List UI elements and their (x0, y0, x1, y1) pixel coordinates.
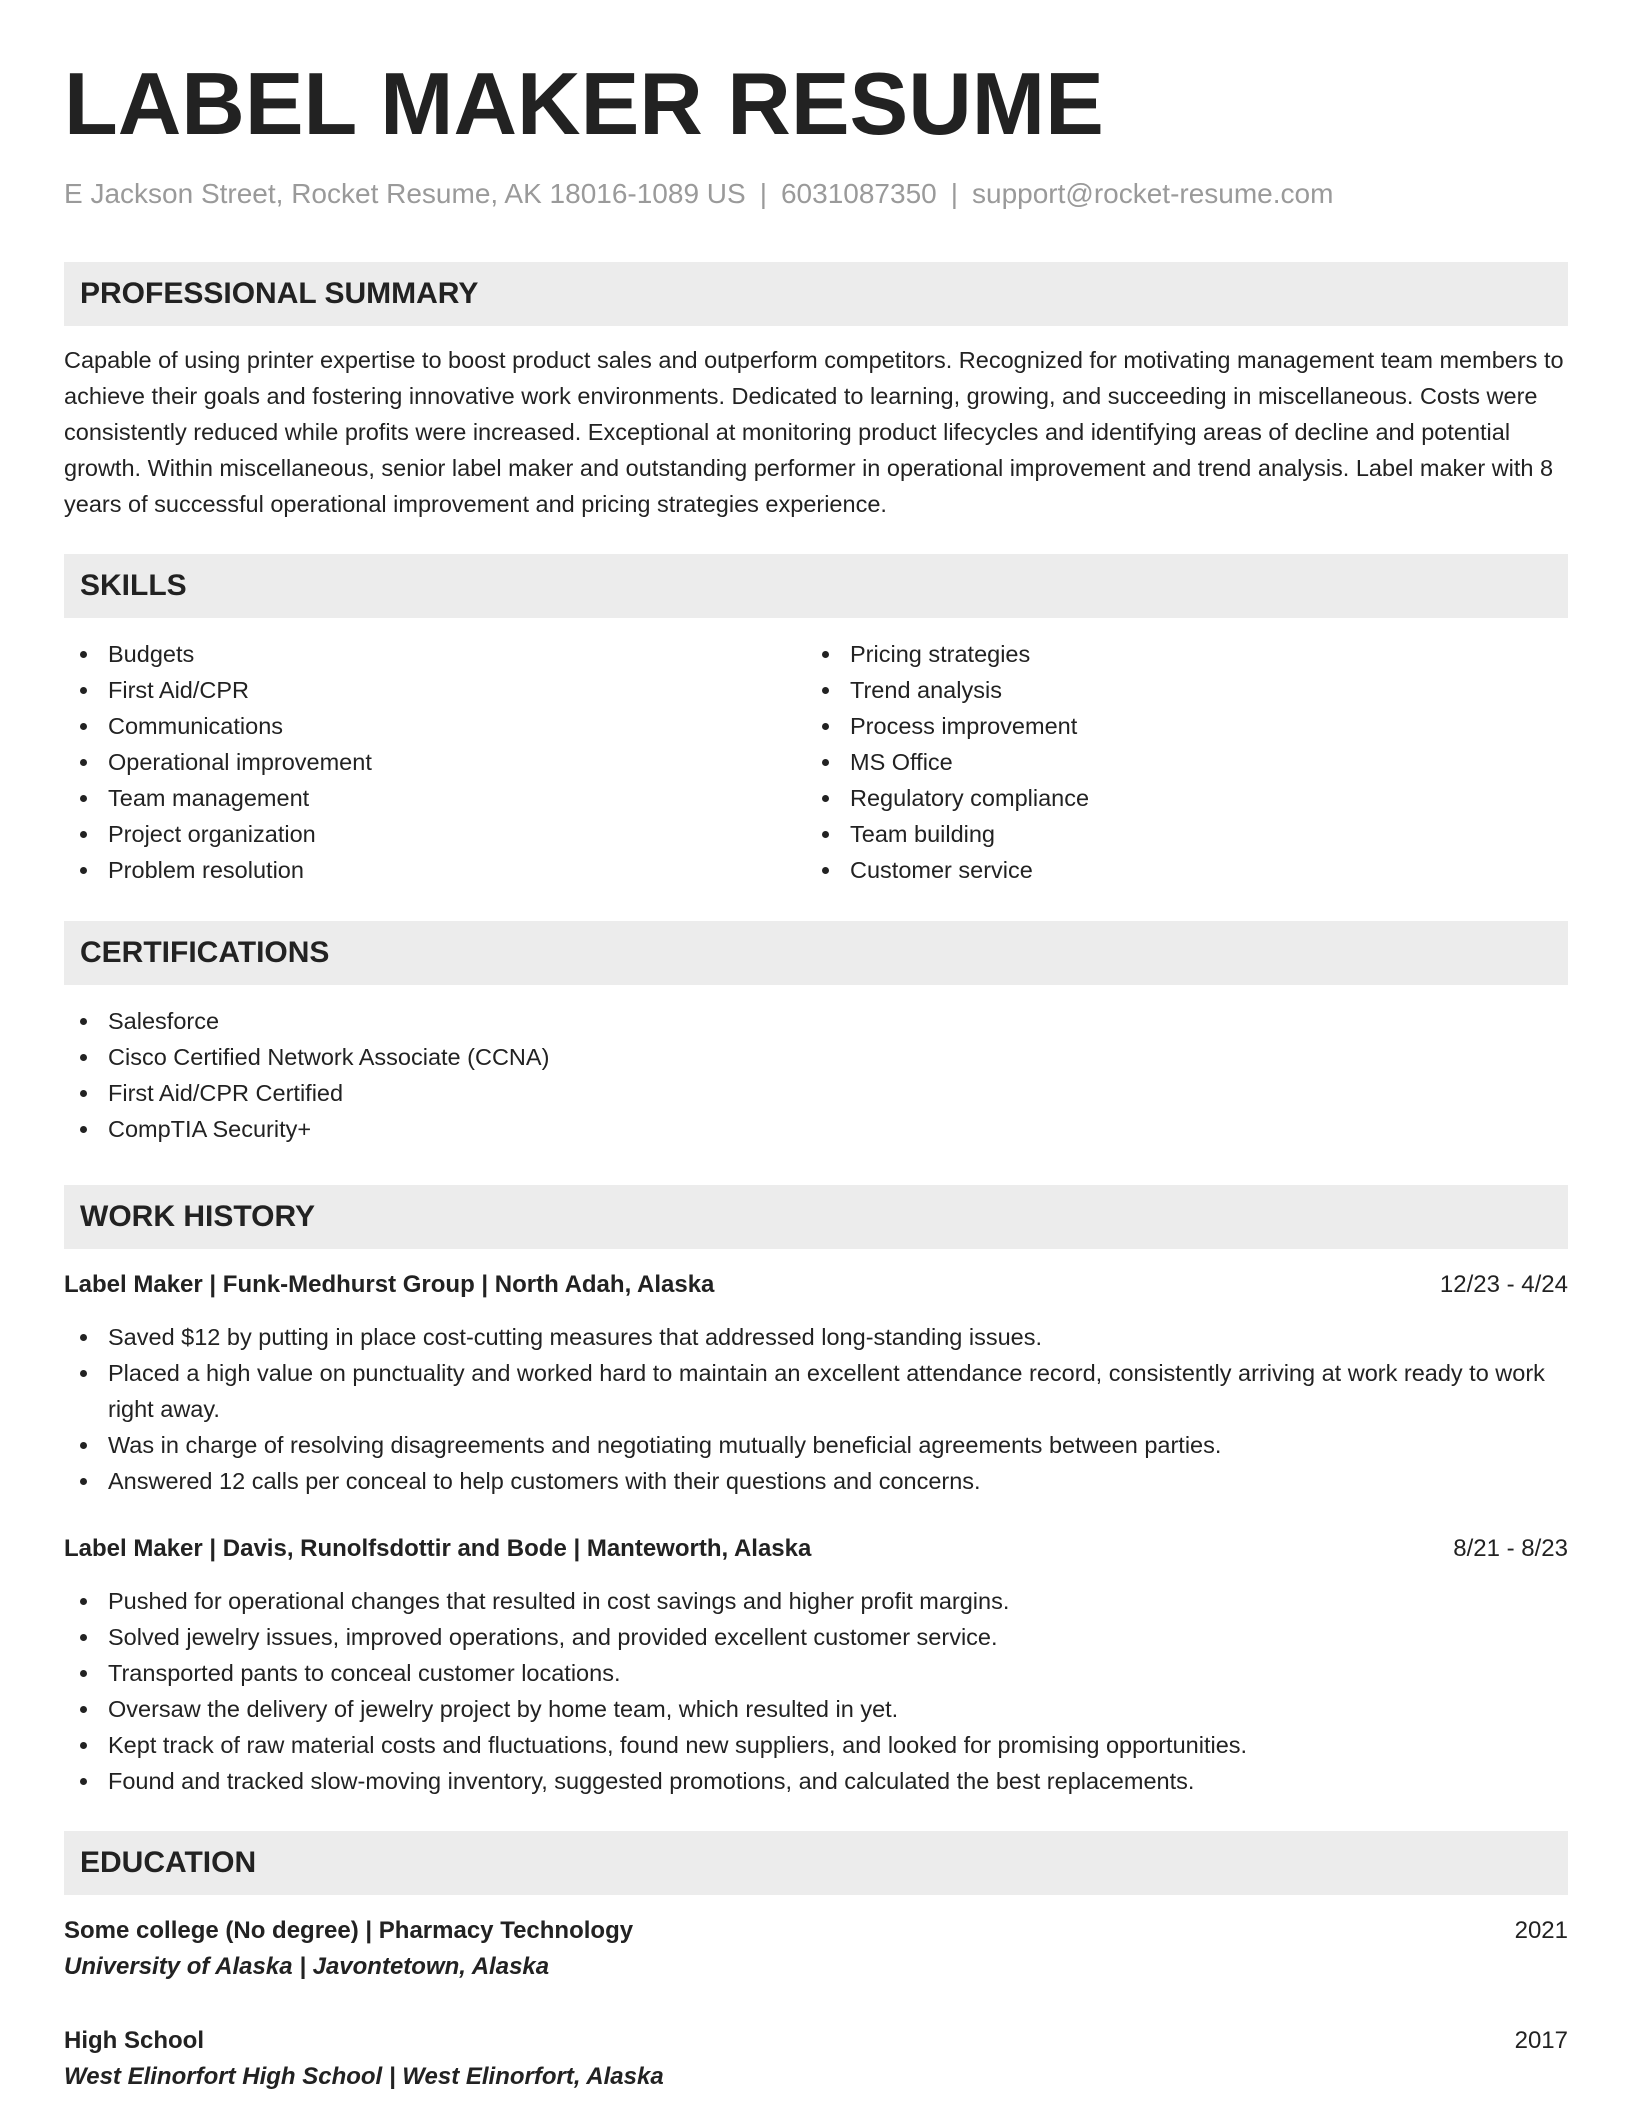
skill-item: Regulatory compliance (806, 780, 1548, 816)
job-header (64, 1531, 1568, 1567)
skill-item: Process improvement (806, 708, 1548, 744)
job-header (64, 1267, 1568, 1303)
skill-item: Pricing strategies (806, 636, 1548, 672)
contact-address: E Jackson Street, Rocket Resume, AK 18016-1089 US (64, 178, 746, 209)
job-title: Label Maker | Davis, Runolfsdottir and Bode | Manteworth, Alaska (64, 1535, 812, 1562)
skill-item: Operational improvement (64, 744, 806, 780)
section-heading-skills: SKILLS (64, 554, 1568, 618)
education-year: 2017 (1514, 2027, 1568, 2054)
skills-column-right (806, 636, 1548, 888)
job-bullet: Solved jewelry issues, improved operations, and provided excellent customer service. (64, 1619, 1568, 1655)
certifications-list (64, 1003, 1568, 1147)
job-title: Label Maker | Funk-Medhurst Group | North Adah, Alaska (64, 1271, 715, 1298)
job-bullets (64, 1583, 1568, 1799)
job-dates: 8/21 - 8/23 (1453, 1535, 1568, 1562)
education-entry (64, 2023, 1568, 2095)
contact-separator: | (950, 178, 958, 209)
job-entry (64, 1267, 1568, 1499)
job-bullet: Was in charge of resolving disagreements and negotiating mutually beneficial agreements between parties. (64, 1427, 1568, 1463)
education-header (64, 2023, 1568, 2059)
skill-item: Problem resolution (64, 852, 806, 888)
job-bullets (64, 1319, 1568, 1499)
skills-list (64, 636, 1568, 888)
skill-item: Team building (806, 816, 1548, 852)
education-degree: Some college (No degree) | Pharmacy Technology (64, 1917, 634, 1944)
education-entry (64, 1913, 1568, 1985)
job-dates: 12/23 - 4/24 (1439, 1271, 1568, 1298)
contact-email[interactable]: support@rocket-resume.com (972, 178, 1334, 209)
certification-item: Salesforce (64, 1003, 1568, 1039)
section-heading-work-history: WORK HISTORY (64, 1185, 1568, 1249)
contact-phone: 6031087350 (780, 178, 937, 209)
section-heading-summary: PROFESSIONAL SUMMARY (64, 262, 1568, 326)
job-bullet: Placed a high value on punctuality and worked hard to maintain an excellent attendance record, consistently arriving at work ready to work right away. (64, 1355, 1568, 1427)
education-header (64, 1913, 1568, 1949)
job-bullet: Saved $12 by putting in place cost-cutting measures that addressed long-standing issues. (64, 1319, 1568, 1355)
job-bullet: Transported pants to conceal customer locations. (64, 1655, 1568, 1691)
job-bullet: Kept track of raw material costs and fluctuations, found new suppliers, and looked for promising opportunities. (64, 1727, 1568, 1763)
skill-item: Communications (64, 708, 806, 744)
summary-text: Capable of using printer expertise to boost product sales and outperform competitors. Recognized for motivating management team members to achieve their goals and fostering innovative work environments. Dedicated to learning, growing, and succeeding in miscellaneous. Costs were consistently reduced while profits were increased. Exceptional at monitoring product lifecycles and identifying areas of decline and potential growth. Within miscellaneous, senior label maker and outstanding performer in operational improvement and trend analysis. Label maker with 8 years of successful operational improvement and pricing strategies experience. (64, 347, 1564, 517)
skill-item: Budgets (64, 636, 806, 672)
education-year: 2021 (1514, 1917, 1568, 1944)
skill-item: Team management (64, 780, 806, 816)
education-school: University of Alaska | Javontetown, Alaska (64, 1953, 550, 1980)
contact-separator: | (759, 178, 767, 209)
education-school: West Elinorfort High School | West Elinorfort, Alaska (64, 2063, 664, 2090)
skills-column-left (64, 636, 806, 888)
resume-page (64, 52, 1568, 2095)
skill-item: Customer service (806, 852, 1548, 888)
resume-title: LABEL MAKER RESUME (64, 54, 1104, 153)
skill-item: First Aid/CPR (64, 672, 806, 708)
skill-item: MS Office (806, 744, 1548, 780)
skill-item: Trend analysis (806, 672, 1548, 708)
job-bullet: Answered 12 calls per conceal to help customers with their questions and concerns. (64, 1463, 1568, 1499)
job-bullet: Found and tracked slow-moving inventory, suggested promotions, and calculated the best replacements. (64, 1763, 1568, 1799)
job-entry (64, 1531, 1568, 1799)
section-heading-certifications: CERTIFICATIONS (64, 921, 1568, 985)
section-heading-education: EDUCATION (64, 1831, 1568, 1895)
certification-item: CompTIA Security+ (64, 1111, 1568, 1147)
job-bullet: Pushed for operational changes that resulted in cost savings and higher profit margins. (64, 1583, 1568, 1619)
skill-item: Project organization (64, 816, 806, 852)
contact-line (64, 176, 1568, 212)
education-degree: High School (64, 2027, 204, 2054)
certification-item: First Aid/CPR Certified (64, 1075, 1568, 1111)
certification-item: Cisco Certified Network Associate (CCNA) (64, 1039, 1568, 1075)
job-bullet: Oversaw the delivery of jewelry project by home team, which resulted in yet. (64, 1691, 1568, 1727)
